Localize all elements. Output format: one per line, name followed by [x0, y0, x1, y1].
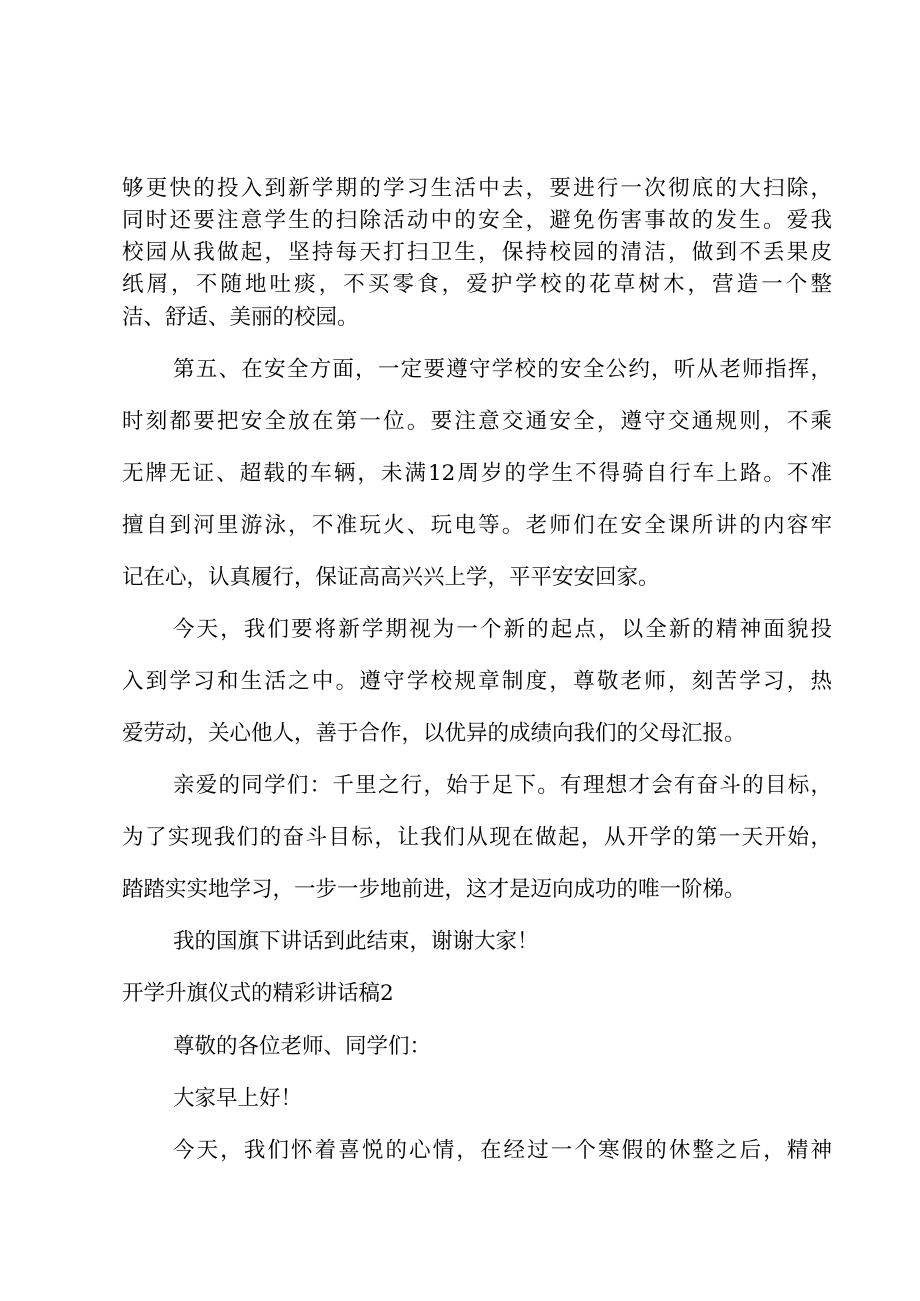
paragraph-3-line-1: 今天，我们要将新学期视为一个新的起点，以全新的精神面貌投 — [173, 617, 832, 642]
section-2-opening-line: 今天，我们怀着喜悦的心情，在经过一个寒假的休整之后，精神 — [173, 1138, 832, 1163]
paragraph-3-line-3: 爱劳动，关心他人，善于合作，以优异的成绩向我们的父母汇报。 — [122, 721, 746, 746]
paragraph-2-line-5: 记在心，认真履行，保证高高兴兴上学，平平安安回家。 — [122, 565, 660, 590]
paragraph-2-line-4: 擅自到河里游泳，不准玩火、玩电等。老师们在安全课所讲的内容牢 — [122, 513, 832, 538]
paragraph-2-line-3: 无牌无证、超载的车辆，未满12周岁的学生不得骑自行车上路。不准 — [122, 461, 832, 486]
paragraph-2-line-2: 时刻都要把安全放在第一位。要注意交通安全，遵守交通规则，不乘 — [122, 409, 832, 434]
paragraph-1-line-5: 洁、舒适、美丽的校园。 — [122, 305, 359, 330]
paragraph-4-line-1: 亲爱的同学们：千里之行，始于足下。有理想才会有奋斗的目标， — [173, 773, 832, 798]
paragraph-1-line-2: 同时还要注意学生的扫除活动中的安全，避免伤害事故的发生。爱我 — [122, 208, 832, 233]
paragraph-4-line-3: 踏踏实实地学习，一步一步地前进，这才是迈向成功的唯一阶梯。 — [122, 877, 746, 902]
salutation: 尊敬的各位老师、同学们： — [173, 1034, 432, 1059]
paragraph-4-line-2: 为了实现我们的奋斗目标，让我们从现在做起，从开学的第一天开始， — [122, 825, 832, 850]
paragraph-2-line-1: 第五、在安全方面，一定要遵守学校的安全公约，听从老师指挥， — [173, 357, 832, 382]
paragraph-1-line-3: 校园从我做起，坚持每天打扫卫生，保持校园的清洁，做到不丢果皮 — [122, 240, 832, 265]
paragraph-1-line-4: 纸屑，不随地吐痰，不买零食，爱护学校的花草树木，营造一个整 — [122, 272, 832, 297]
paragraph-3-line-2: 入到学习和生活之中。遵守学校规章制度，尊敬老师，刻苦学习，热 — [122, 669, 832, 694]
paragraph-5-line-1: 我的国旗下讲话到此结束，谢谢大家！ — [173, 929, 539, 954]
section-title: 开学升旗仪式的精彩讲话稿2 — [122, 981, 394, 1006]
greeting: 大家早上好！ — [173, 1086, 303, 1111]
paragraph-1-line-1: 够更快的投入到新学期的学习生活中去，要进行一次彻底的大扫除， — [122, 176, 832, 201]
